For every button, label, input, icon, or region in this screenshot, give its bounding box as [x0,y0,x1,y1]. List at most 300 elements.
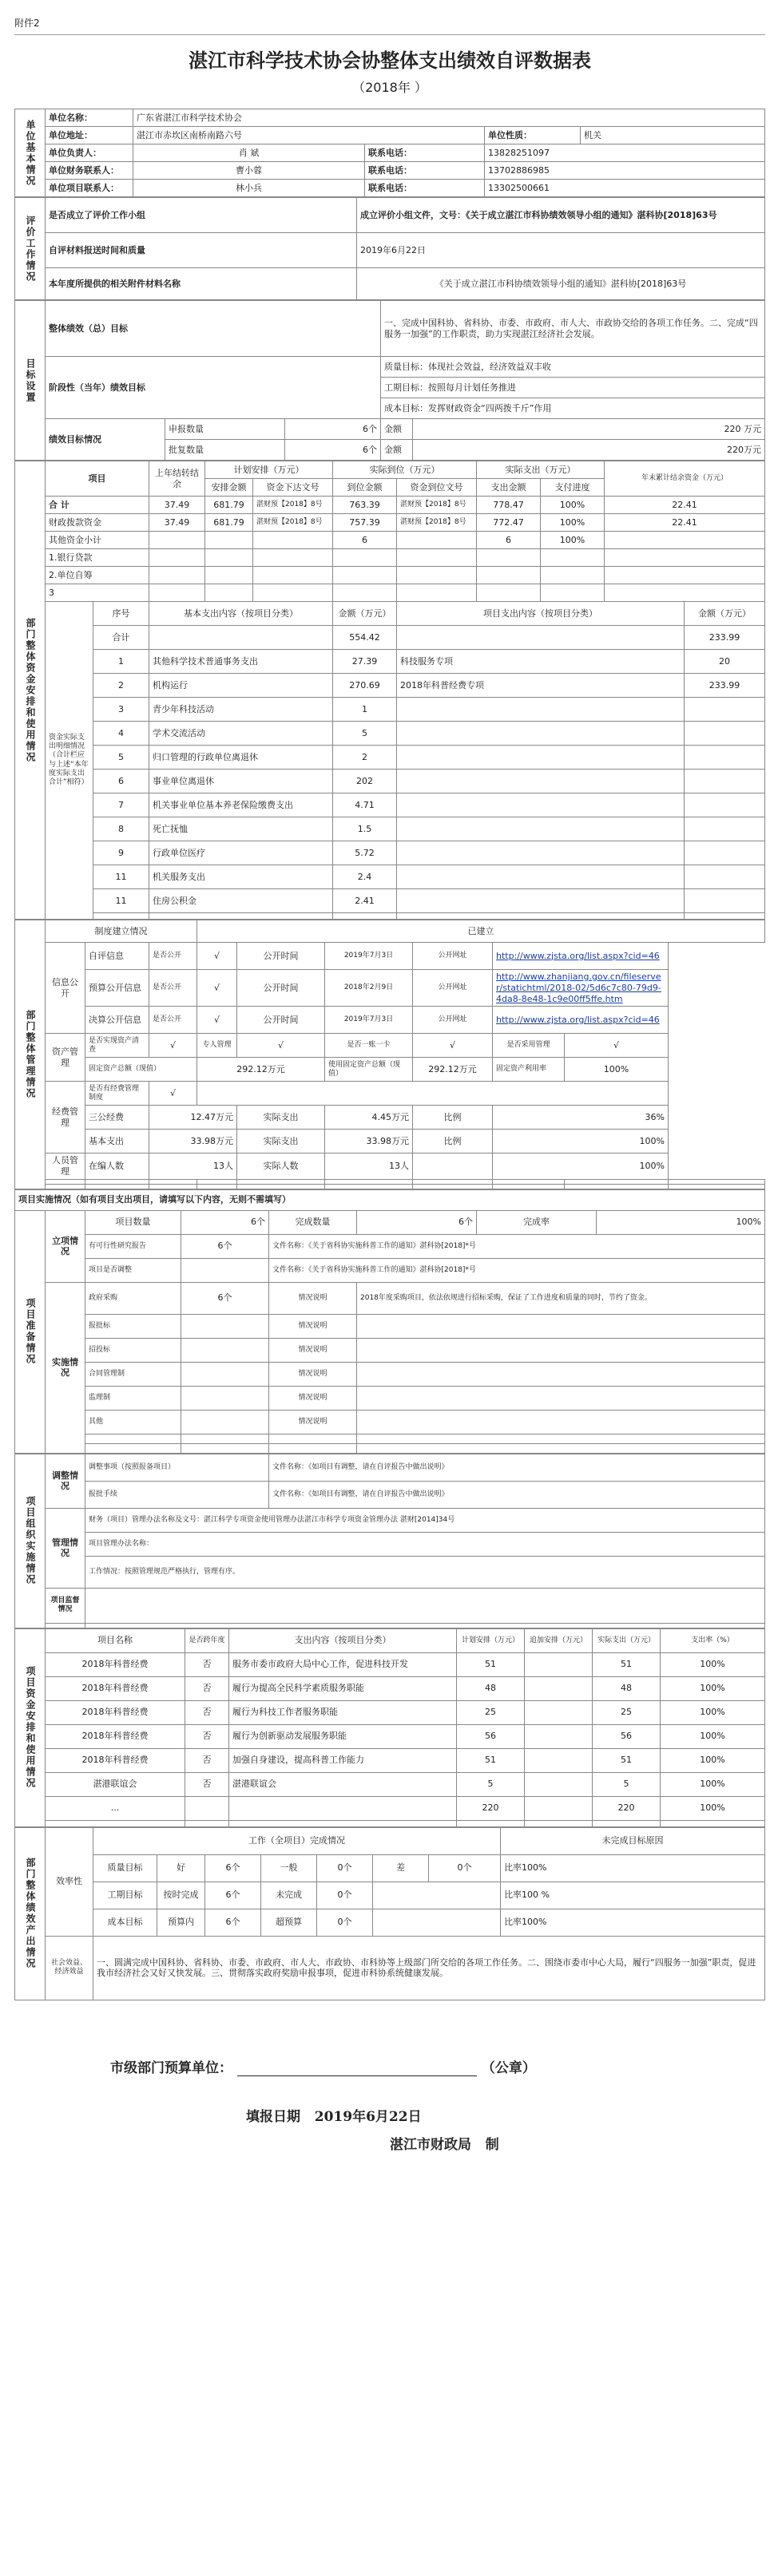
fund-row-doc: 湛财预【2018】8号 [253,497,333,514]
pf-rate: 100% [661,1700,765,1724]
mgmt-check: 项目管理办法名称： [85,1532,765,1556]
funds-h-item: 项目 [46,461,149,497]
c-label: 成本目标 [93,1909,157,1936]
pf-plan: 56 [457,1724,525,1748]
pf-h-content: 支出内容（按项目分类） [229,1628,457,1652]
funds-h-actual-b: 资金到位文号 [397,479,477,497]
proj: 林小兵 [133,180,365,197]
signature-underline [237,2062,477,2076]
table-row [15,626,765,650]
pub-url-label-2: 公开网址 [413,970,493,1007]
url-link-1[interactable]: http://www.zjsta.org/list.aspx?cid=46 [496,950,660,961]
head: 肖 斌 [133,144,365,162]
use-fixed-label: 使用固定资产总额（现值） [325,1058,413,1082]
pf-cross: 否 [185,1772,229,1796]
proj-tel-label: 联系电话： [365,180,485,197]
detail-amt: 2.41 [333,889,397,913]
document [14,0,765,2153]
dept-label: 市级部门预算单位： [110,2060,232,2076]
page-year: （2018年 ） [352,80,427,95]
pub-time-label-1: 公开时间 [237,943,325,970]
c-rate: 比率100% [501,1909,765,1936]
detail-label: 资金实际支出明细情况（合计栏应与上述“本年度实际支出合计”相符） [46,602,93,920]
fund-row-carry [149,532,205,549]
table-row [15,865,765,889]
basic-info-table [14,109,765,197]
section-mgmt: 部门整体管理情况 [15,920,46,1189]
three-use: 实际支出 [237,1106,325,1130]
done-label: 完成数量 [269,1210,357,1234]
table-row [15,1700,765,1724]
fixed-label: 固定资产总额（现值） [85,1058,197,1082]
section-basic: 单位基本情况 [15,109,46,197]
t-label: 工期目标 [93,1882,157,1909]
pf-name: 2018年科普经费 [46,1748,185,1772]
q-good: 好 [157,1854,205,1882]
pf-plan: 48 [457,1676,525,1700]
pf-h-rate: 支出率（%） [661,1628,765,1652]
info-label: 信息公开 [46,943,85,1034]
fund-row-adoc: 湛财预【2018】8号 [397,514,477,532]
basic-exp: 基本支出 [85,1130,149,1153]
funds-h-plan-a: 安排金额 [205,479,253,497]
unit-name-label: 单位名称： [46,109,133,127]
section-projfund: 项目资金安排和使用情况 [15,1628,46,1826]
check-3: √ [197,1007,237,1034]
detail-no: 2 [93,674,149,698]
date: 2019年6月22日 [314,2108,422,2125]
work-label: 工作（全项目）完成情况 [93,1827,501,1854]
stage-target-label: 阶段性（当年）绩效目标 [46,357,381,419]
fund-row-doc: 湛财预【2018】8号 [253,514,333,532]
done: 6个 [357,1210,477,1234]
section-target: 目标设置 [15,301,46,461]
detail-basic: 机构运行 [149,674,333,698]
asset-label: 资产管理 [46,1034,85,1082]
detail-pamt: 20 [685,650,765,674]
manage-check: √ [565,1034,669,1058]
fund-row-plan: 681.79 [205,514,253,532]
pf-real [525,1676,593,1700]
table-row [15,841,765,865]
prep-notice: 项目实施情况（如有项目支出项目，请填写以下内容，无则不需填写） [15,1189,765,1210]
budget-pub: 预算公开信息 [85,970,149,1007]
count: 6个 [181,1210,269,1234]
pf-rate: 100% [661,1796,765,1820]
adj-label: 调整情况 [46,1454,85,1508]
q-mid: 一般 [261,1854,317,1882]
detail-h-no: 序号 [93,602,149,626]
detail-basic: 其他科学技术普通事务支出 [149,650,333,674]
detail-amt: 1 [333,698,397,722]
pf-content: 履行为科技工作者服务职能 [229,1700,457,1724]
pf-pay: 51 [593,1652,661,1676]
bid-n: 6个 [181,1282,269,1314]
agency: 湛江市财政局 [390,2136,471,2153]
pf-cross: 否 [185,1652,229,1676]
detail-no: 5 [93,746,149,770]
detail-amt: 2 [333,746,397,770]
pf-rate: 100% [661,1748,765,1772]
pf-content: 服务市委市政府大局中心工作，促进科技开发 [229,1652,457,1676]
section-org: 项目组织实施情况 [15,1454,46,1628]
made: 制 [485,2136,499,2153]
fund-sys: 是否有经费管理制度 [85,1082,149,1106]
three-fee: 三公经费 [85,1106,149,1130]
pf-plan: 51 [457,1748,525,1772]
pf-h-cross: 是否跨年度 [185,1628,229,1652]
detail-amt: 2.4 [333,865,397,889]
pf-pay: 25 [593,1700,661,1724]
pf-plan: 5 [457,1772,525,1796]
detail-basic: 机关事业单位基本养老保险缴费支出 [149,793,333,817]
adj-doc: 文件名称：《如项目有调整，请在自评报告中做出说明》 [269,1454,765,1481]
fund-check: √ [149,1082,197,1106]
detail-no: 合计 [93,626,149,650]
detail-basic: 学术交流活动 [149,722,333,746]
c-ok-n: 6个 [205,1909,261,1936]
bid-note: 2018年度采购项目，依法依规进行招标采购，保证了工作进度和质量的同时，节约了资金。 [357,1282,765,1314]
date-label: 填报日期 [246,2108,300,2125]
stage-line-1: 质量目标：体现社会效益，经济效益双丰收 [381,357,765,378]
basic-budget: 33.98万元 [149,1130,237,1153]
hr-plan: 在编人数 [85,1153,149,1180]
t-rate: 比率100 % [501,1882,765,1909]
asset-check: √ [149,1034,197,1058]
yes-no-2: 是否公开 [149,970,197,1007]
pf-content: 履行为创新驱动发展服务职能 [229,1724,457,1748]
funds-h-carry: 上年结转结余 [149,461,205,497]
table-row [15,793,765,817]
table-row [15,817,765,841]
fund-row-name: 合 计 [46,497,149,514]
pf-h-name: 项目名称 [46,1628,185,1652]
t-ok-n: 6个 [205,1882,261,1909]
hr-plan-val: 13人 [149,1153,237,1180]
table-row [15,1796,765,1820]
funds-h-actual: 实际到位（万元） [333,461,477,479]
c-over: 超预算 [261,1909,317,1936]
pf-real [525,1700,593,1724]
mgmt-label: 管理情况 [46,1508,85,1588]
eval-table [14,197,765,300]
rate: 100% [597,1210,765,1234]
fund-row-adoc: 湛财预【2018】8号 [397,497,477,514]
section-eval: 评价工作情况 [15,198,46,300]
three-budget: 12.47万元 [149,1106,237,1130]
section-funds: 部门整体资金安排和使用情况 [15,461,46,920]
q-rate: 比率100% [501,1854,765,1882]
section-prep: 项目准备情况 [15,1210,46,1453]
detail-proj: 科技服务专项 [397,650,685,674]
other: 其他 [85,1410,181,1434]
pf-rate: 100% [661,1772,765,1796]
stamp: （公章） [481,2060,536,2076]
hr-label: 人员管理 [46,1153,85,1180]
pf-plan: 220 [457,1796,525,1820]
q-label: 质量目标 [93,1854,157,1882]
three-ratio: 比例 [413,1106,493,1130]
pf-real [525,1772,593,1796]
target-table [14,300,765,461]
fund-row-name: 3 [46,584,149,602]
q-bad-n: 0个 [429,1854,501,1882]
head-tel: 13828251097 [485,144,765,162]
proj-tel: 13302500661 [485,180,765,197]
system-label: 制度建立情况 [46,920,197,943]
feas-label: 立项情况 [46,1210,85,1282]
pf-cross: 否 [185,1748,229,1772]
pf-h-pay: 实际支出（万元） [593,1628,661,1652]
table-row [15,567,765,584]
overall-target: 一、完成中国科协、省科协、市委、市政府、市人大、市政协交给的各项工作任务。二、完成“四服务一加强”的工作职责，助力实现湛江经济社会发展。 [381,301,765,357]
detail-amt: 270.69 [333,674,397,698]
table-row [15,497,765,514]
fund-row-plan [205,532,253,549]
t-no-n: 0个 [317,1882,373,1909]
detail-h-pamt: 金额（万元） [685,602,765,626]
use-fixed-val: 292.12万元 [413,1058,493,1082]
social-label: 社会效益、经济效益 [46,1936,93,2000]
detail-no: 9 [93,841,149,865]
pf-content: 履行为提高全民科学素质服务职能 [229,1676,457,1700]
detail-proj [397,626,685,650]
pf-name: 2018年科普经费 [46,1700,185,1724]
detail-pamt: 233.99 [685,674,765,698]
count-label: 项目数量 [85,1210,181,1234]
pf-real [525,1796,593,1820]
url-link-3[interactable]: http://www.zjsta.org/list.aspx?cid=46 [496,1014,660,1025]
pf-cross: 否 [185,1724,229,1748]
url-link-2[interactable]: http://www.zhanjiang.gov.cn/fileserver/statichtml/2018-02/5d6c7c80-79d9-4da8-8e48-1c9e00ff5ffe.htm [496,971,661,1004]
pub-time-label-2: 公开时间 [237,970,325,1007]
use-rate: 100% [565,1058,669,1082]
table-row [15,584,765,602]
proj-label: 单位项目联系人： [46,180,133,197]
c-over-n: 0个 [317,1909,373,1936]
stage-line-3: 成本目标：发挥财政资金“四两拨千斤”作用 [381,398,765,419]
fund-row-name: 财政拨款资金 [46,514,149,532]
fin-tel: 13702886985 [485,162,765,180]
ind1-name: 申报数量 [165,419,285,440]
detail-basic [149,626,333,650]
detail-basic: 行政单位医疗 [149,841,333,865]
fin-label: 单位财务联系人： [46,162,133,180]
nature: 机关 [581,127,765,144]
detail-no: 4 [93,722,149,746]
pf-rate: 100% [661,1652,765,1676]
fund-row-rate: 100% [541,514,605,532]
detail-basic: 机关服务支出 [149,865,333,889]
eval-group: 成立评价小组文件，文号：《关于成立湛江市科协绩效领导小组的通知》湛科协[2018]63号 [357,198,765,233]
funds-h-bal: 年末累计结余资金（万元） [605,461,765,497]
pub-time-label-3: 公开时间 [237,1007,325,1034]
eval-docs-label: 本年度所提供的相关附件材料名称 [46,268,357,300]
unfinished: 未完成目标原因 [501,1827,765,1854]
projfund-table [14,1628,765,1827]
bid: 政府采购 [85,1282,181,1314]
table-row [15,532,765,549]
table-row [15,674,765,698]
fund-row-name: 其他资金小计 [46,532,149,549]
pf-name: 2018年科普经费 [46,1724,185,1748]
three-rate: 36% [493,1106,669,1130]
note-label-5: 情况说明 [269,1386,357,1410]
table-row [15,650,765,674]
org-table [14,1454,765,1628]
fund-row-carry: 37.49 [149,497,205,514]
adj-doc-2: 文件名称：《如项目有调整，请在自评报告中做出说明》 [269,1481,765,1508]
pf-name: ... [46,1796,185,1820]
funds-h-plan: 计划安排（万元） [205,461,333,479]
table-row [15,722,765,746]
dedicated-check: √ [237,1034,325,1058]
section-output: 部门整体绩效产出情况 [15,1827,46,2000]
check-1: √ [197,943,237,970]
pf-plan: 25 [457,1700,525,1724]
table-row [15,1772,765,1796]
check-2: √ [197,970,237,1007]
pub-time-2: 2018年2月9日 [325,970,413,1007]
pf-content [229,1796,457,1820]
fund-row-actual: 763.39 [333,497,397,514]
contract: 合同管理制 [85,1362,181,1386]
footer [14,2056,765,2153]
feas: 有可行性研究报告 [85,1234,181,1258]
social: 一、圆满完成中国科协、省科协、市委、市政府、市人大、市政协、市科协等上级部门所交给的各项工作任务。二、围绕市委市中心大局，履行“四服务一加强”职责，促进我市经济社会又好又快发展。三、贯彻落实政府奖励申报事项，促进市科协系统健康发展。 [93,1936,765,2000]
table-row [15,549,765,567]
fund-row-actual: 757.39 [333,514,397,532]
fund-row-name: 2.单位自筹 [46,567,149,584]
detail-amt: 5.72 [333,841,397,865]
three-act: 4.45万元 [325,1106,413,1130]
fund-row-pay: 772.47 [477,514,541,532]
funds-h-pay-a: 支出金额 [477,479,541,497]
detail-amt: 202 [333,770,397,793]
supv-label: 项目监督情况 [46,1588,85,1623]
feas-n: 6个 [181,1234,269,1258]
stage-line-2: 工期目标：按照每月计划任务推进 [381,378,765,398]
pf-content: 湛港联谊会 [229,1772,457,1796]
eval-docs: 《关于成立湛江市科协绩效领导小组的通知》湛科协[2018]63号 [357,268,765,300]
eval-time: 2019年6月22日 [357,233,765,268]
approval: 报批手续 [85,1481,269,1508]
yes-no-3: 是否公开 [149,1007,197,1034]
detail-no: 11 [93,865,149,889]
detail-basic: 死亡抚恤 [149,817,333,841]
pf-real [525,1724,593,1748]
note-label-6: 情况说明 [269,1410,357,1434]
mgmt-table [14,920,765,1189]
account-check: √ [413,1034,493,1058]
detail-h-basic: 基本支出内容（按项目分类） [149,602,333,626]
note-label: 情况说明 [269,1282,357,1314]
manage-mode: 是否采用管理 [493,1034,565,1058]
mgmt-fin: 财务（项目）管理办法名称及文号：湛江科学专项资金使用管理办法湛江市科学专项资金管理办法 湛财[2014]34号 [85,1508,765,1532]
pf-name: 2018年科普经费 [46,1652,185,1676]
yes-no-1: 是否公开 [149,943,197,970]
dedicated: 专人管理 [197,1034,237,1058]
fixed-val: 292.12万元 [197,1058,325,1082]
pf-h-real: 追加安排（万元） [525,1628,593,1652]
output-table [14,1827,765,2000]
hr-actual-val: 13人 [325,1153,413,1180]
pf-name: 2018年科普经费 [46,1676,185,1700]
impl-label: 实施情况 [46,1282,85,1453]
attachment-label: 附件2 [14,18,40,29]
eff-label: 效率性 [46,1827,93,1936]
pf-pay: 220 [593,1796,661,1820]
unit-name: 广东省湛江市科学技术协会 [133,109,765,127]
head-label: 单位负责人： [46,144,133,162]
ind2-amount: 220万元 [413,440,765,461]
pf-pay: 48 [593,1676,661,1700]
funds-h-pay-b: 支付进度 [541,479,605,497]
hr-rate: 100% [493,1153,669,1180]
tender: 招投标 [85,1338,181,1362]
nature-label: 单位性质： [485,127,581,144]
detail-no: 8 [93,817,149,841]
table-row [15,1724,765,1748]
funds-table [14,461,765,920]
account: 是否一账一卡 [325,1034,413,1058]
fund-row-bal: 22.41 [605,514,765,532]
detail-amt: 4.71 [333,793,397,817]
basic-ratio: 比例 [413,1130,493,1153]
plan-pub: 自评信息 [85,943,149,970]
final-pub: 决算公开信息 [85,1007,149,1034]
pub-url-label-3: 公开网址 [413,1007,493,1034]
detail-amt: 554.42 [333,626,397,650]
pub-time-1: 2019年7月3日 [325,943,413,970]
head-tel-label: 联系电话： [365,144,485,162]
page-title: 湛江市科学技术协会协整体支出绩效自评数据表 [189,49,591,72]
fund-row-pay: 6 [477,532,541,549]
note-label-4: 情况说明 [269,1362,357,1386]
asset-tidy: 是否实现资产清查 [85,1034,149,1058]
fin: 曹小蓉 [133,162,365,180]
q-bad: 差 [373,1854,429,1882]
detail-no: 6 [93,770,149,793]
eval-time-label: 自评材料报送时间和质量 [46,233,357,268]
pf-real [525,1748,593,1772]
detail-no: 7 [93,793,149,817]
pf-content: 加强自身建设，提高科普工作能力 [229,1748,457,1772]
pf-pay: 5 [593,1772,661,1796]
ind2-count: 6个 [285,440,381,461]
basic-use: 实际支出 [237,1130,325,1153]
table-row [15,746,765,770]
pub-time-3: 2019年7月3日 [325,1007,413,1034]
detail-no: 3 [93,698,149,722]
prep-table [14,1189,765,1454]
system: 已建立 [197,920,765,943]
pf-pay: 51 [593,1748,661,1772]
table-row [15,770,765,793]
mgmt-note: 工作情况：按照管理规范严格执行，管理有序。 [85,1556,765,1588]
pf-h-plan: 计划安排（万元） [457,1628,525,1652]
pf-real [525,1652,593,1676]
address-label: 单位地址： [46,127,133,144]
pf-rate: 100% [661,1676,765,1700]
table-row [15,1652,765,1676]
ind1-count: 6个 [285,419,381,440]
supervise: 监理制 [85,1386,181,1410]
fund-row-pay: 778.47 [477,497,541,514]
indicator-label: 绩效目标情况 [46,419,165,461]
signature-line [110,2056,765,2076]
pf-plan: 51 [457,1652,525,1676]
